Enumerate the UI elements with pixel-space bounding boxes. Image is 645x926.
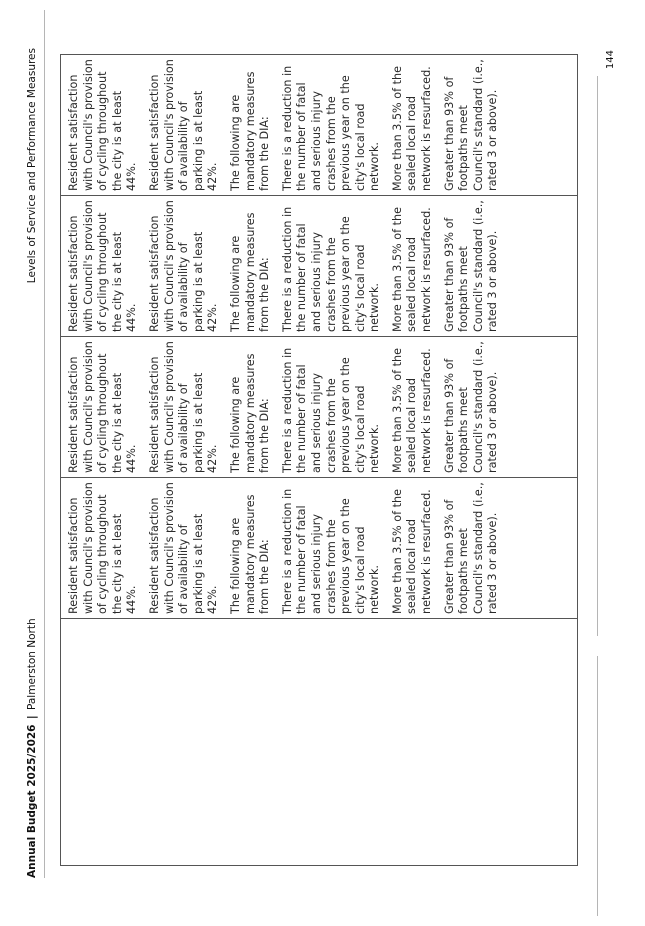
measure-text: Resident satisfaction with Council's provision of cycling throughout the city is at least 44%. <box>67 482 139 614</box>
measure-text: Resident satisfaction with Council's provision of availability of parking is at least 42%. <box>147 59 220 191</box>
measure-text: The following are mandatory measures from the DIA: <box>228 212 272 332</box>
footer-rule <box>597 656 598 916</box>
measure-text: There is a reduction in the number of fatal and serious injury crashes from the previous year on the city's local road network. <box>280 488 382 614</box>
measure-text: There is a reduction in the number of fatal and serious injury crashes from the previous year on the city's local road network. <box>280 65 382 191</box>
document-title: Annual Budget 2025/2026 <box>26 724 38 878</box>
measure-text: The following are mandatory measures from the DIA: <box>228 353 272 473</box>
measure-text: There is a reduction in the number of fatal and serious injury crashes from the previous year on the city's local road network. <box>280 347 382 473</box>
measure-text: Resident satisfaction with Council's provision of cycling throughout the city is at least 44%. <box>67 59 139 191</box>
empty-cell <box>61 619 578 866</box>
measure-text: There is a reduction in the number of fatal and serious injury crashes from the previous year on the city's local road network. <box>280 206 382 332</box>
footer-rule <box>597 76 598 636</box>
measure-text: More than 3.5% of the sealed local road network is resurfaced. <box>390 348 434 473</box>
measure-text: Resident satisfaction with Council's provision of cycling throughout the city is at least 44%. <box>67 341 139 473</box>
measure-text: More than 3.5% of the sealed local road network is resurfaced. <box>390 66 434 191</box>
table-row <box>61 55 578 866</box>
measure-text: Greater than 93% of footpaths meet Council's standard (i.e., rated 3 or above). <box>442 59 500 191</box>
running-header <box>26 618 38 878</box>
measure-text: More than 3.5% of the sealed local road network is resurfaced. <box>390 207 434 332</box>
measure-text: The following are mandatory measures from the DIA: <box>228 494 272 614</box>
page-number: 144 <box>605 50 616 70</box>
measure-text: Greater than 93% of footpaths meet Council's standard (i.e., rated 3 or above). <box>442 482 500 614</box>
organisation-name: Palmerston North <box>26 618 38 710</box>
measure-text: Resident satisfaction with Council's provision of availability of parking is at least 42%. <box>147 341 220 473</box>
section-title: Levels of Service and Performance Measures <box>26 48 38 284</box>
header-rule <box>44 10 45 878</box>
measure-text: Greater than 93% of footpaths meet Council's standard (i.e., rated 3 or above). <box>442 341 500 473</box>
performance-measures-table <box>60 54 578 866</box>
measure-text: The following are mandatory measures from the DIA: <box>228 71 272 191</box>
measure-text: Resident satisfaction with Council's provision of availability of parking is at least 42%. <box>147 200 220 332</box>
measure-text: More than 3.5% of the sealed local road network is resurfaced. <box>390 489 434 614</box>
header-separator: | <box>26 715 38 720</box>
measure-text: Resident satisfaction with Council's provision of availability of parking is at least 42%. <box>147 482 220 614</box>
measure-text: Resident satisfaction with Council's provision of cycling throughout the city is at least 44%. <box>67 200 139 332</box>
table-cell <box>61 478 578 619</box>
table-cell <box>61 196 578 337</box>
table-cell <box>61 337 578 478</box>
measure-text: Greater than 93% of footpaths meet Council's standard (i.e., rated 3 or above). <box>442 200 500 332</box>
table-cell <box>61 55 578 196</box>
